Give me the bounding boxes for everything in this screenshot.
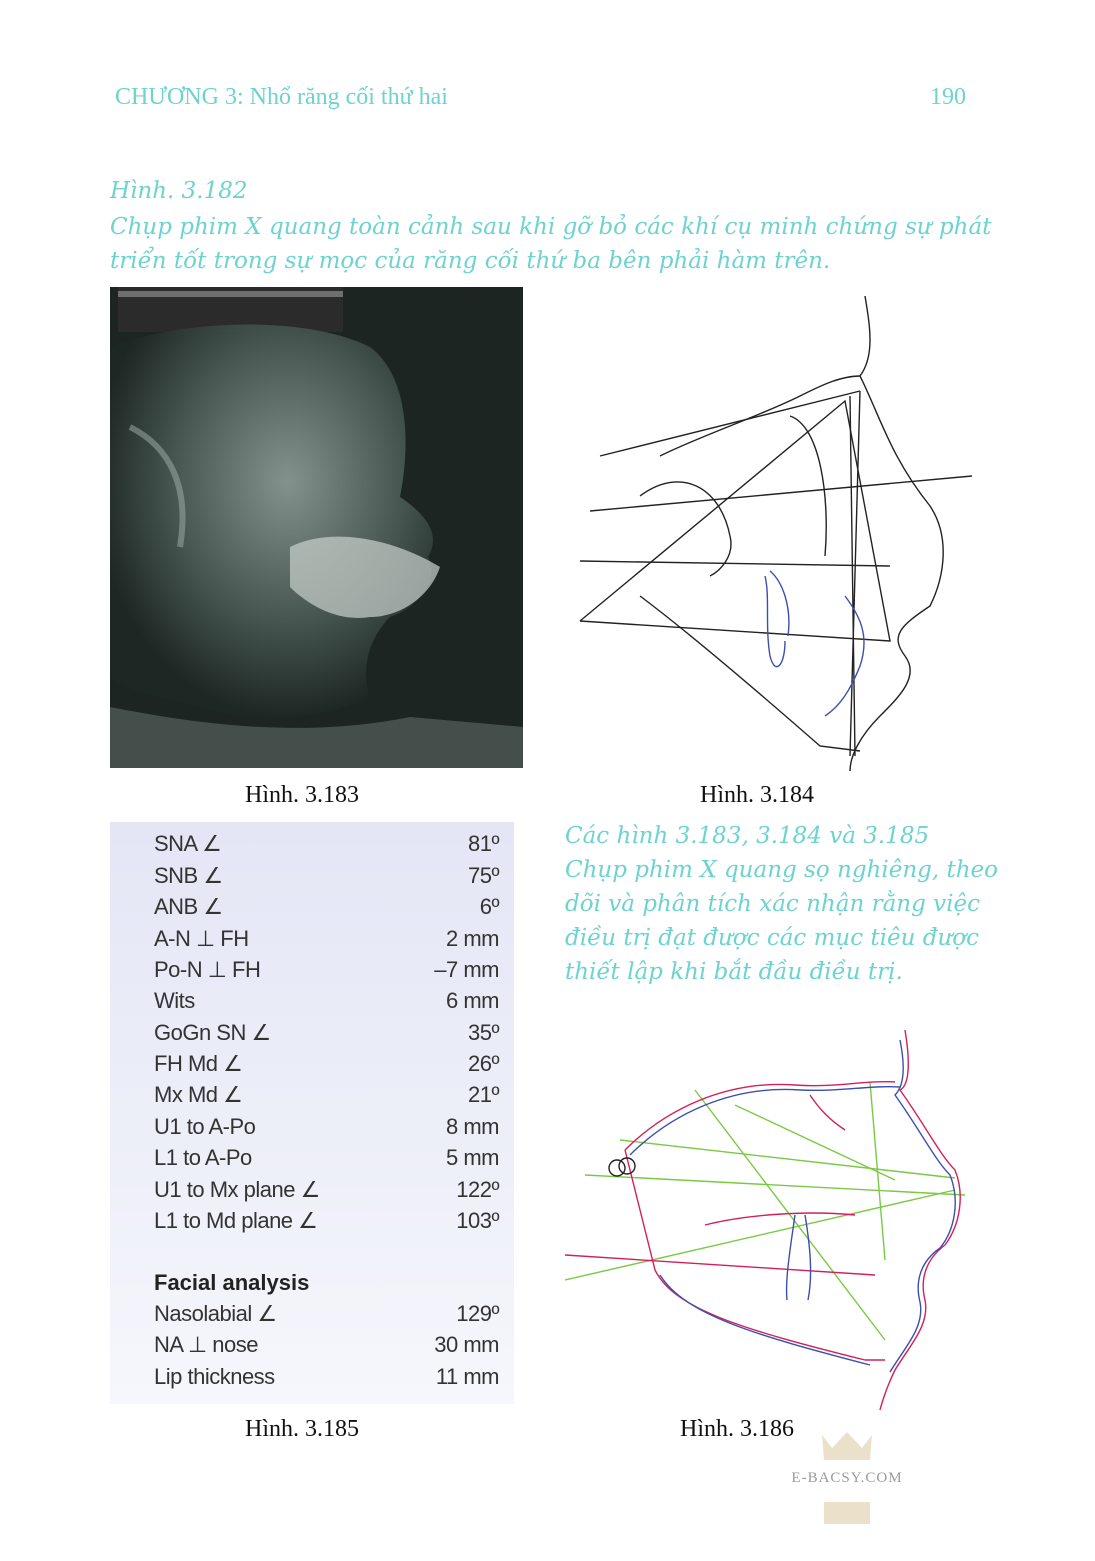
watermark-text: E-BACSY.COM bbox=[791, 1470, 903, 1486]
table-row bbox=[154, 1208, 499, 1234]
row-label: ANB ∠ bbox=[154, 894, 223, 919]
row-label: Wits bbox=[154, 988, 195, 1013]
row-label: L1 to A-Po bbox=[154, 1145, 252, 1170]
row-value: 11 mm bbox=[435, 1364, 499, 1389]
table-row bbox=[154, 1332, 499, 1358]
row-value: 2 mm bbox=[446, 926, 499, 951]
row-label: L1 to Md plane ∠ bbox=[154, 1208, 318, 1233]
figure-183-label: Hình. 3.183 bbox=[245, 782, 359, 808]
table-row bbox=[154, 1114, 499, 1140]
row-label: Nasolabial ∠ bbox=[154, 1301, 277, 1326]
row-value: 6º bbox=[479, 894, 499, 919]
row-label: NA ⊥ nose bbox=[154, 1332, 258, 1357]
row-value: 8 mm bbox=[446, 1114, 499, 1139]
table-row bbox=[154, 1364, 499, 1390]
row-label: Lip thickness bbox=[154, 1364, 275, 1389]
watermark-logo bbox=[782, 1430, 912, 1530]
row-value: 26º bbox=[467, 1051, 499, 1076]
row-value: 129º bbox=[456, 1301, 499, 1326]
table-row bbox=[154, 926, 499, 952]
row-label: U1 to A-Po bbox=[154, 1114, 256, 1139]
row-value: 21º bbox=[467, 1082, 499, 1107]
table-row bbox=[154, 957, 499, 983]
table-row bbox=[154, 863, 499, 889]
table-row bbox=[154, 1177, 499, 1203]
combined-caption-line3: điều trị đạt được các mục tiêu được bbox=[565, 925, 980, 951]
row-label: A-N ⊥ FH bbox=[154, 926, 249, 951]
page-number: 190 bbox=[930, 84, 966, 110]
table-row bbox=[154, 894, 499, 920]
row-label: FH Md ∠ bbox=[154, 1051, 243, 1076]
row-label: GoGn SN ∠ bbox=[154, 1020, 271, 1045]
superimposed-tracing bbox=[565, 1030, 980, 1410]
cephalometric-xray-image bbox=[110, 287, 523, 768]
row-value: 5 mm bbox=[446, 1145, 499, 1170]
row-value: 81º bbox=[467, 831, 499, 856]
row-value: 122º bbox=[456, 1177, 499, 1202]
row-value: 6 mm bbox=[446, 988, 499, 1013]
row-label: Mx Md ∠ bbox=[154, 1082, 243, 1107]
table-row bbox=[154, 831, 499, 857]
row-value: 35º bbox=[467, 1020, 499, 1045]
figure-182-caption-line2: triển tốt trong sự mọc của răng cối thứ ba bên phải hàm trên. bbox=[110, 248, 831, 274]
cephalometric-measurements-table bbox=[110, 822, 514, 1404]
combined-caption-line4: thiết lập khi bắt đầu điều trị. bbox=[565, 959, 903, 985]
facial-analysis-heading: Facial analysis bbox=[154, 1270, 310, 1295]
table-row bbox=[154, 1145, 499, 1171]
row-value: 103º bbox=[456, 1208, 499, 1233]
combined-caption-line1: Chụp phim X quang sọ nghiêng, theo bbox=[565, 857, 999, 883]
combined-caption-line2: dõi và phân tích xác nhận rằng việc bbox=[565, 891, 980, 917]
row-label: Po-N ⊥ FH bbox=[154, 957, 261, 982]
row-label: SNB ∠ bbox=[154, 863, 223, 888]
figure-184-label: Hình. 3.184 bbox=[700, 782, 814, 808]
figure-182-label: Hình. 3.182 bbox=[110, 178, 248, 204]
table-row bbox=[154, 1301, 499, 1327]
chapter-title: CHƯƠNG 3: Nhổ răng cối thứ hai bbox=[115, 84, 448, 110]
cephalometric-tracing bbox=[560, 296, 980, 771]
table-row bbox=[154, 1082, 499, 1108]
table-row bbox=[154, 1051, 499, 1077]
row-label: U1 to Mx plane ∠ bbox=[154, 1177, 320, 1202]
figure-186-label: Hình. 3.186 bbox=[680, 1416, 794, 1442]
row-value: 75º bbox=[467, 863, 499, 888]
figure-182-caption-line1: Chụp phim X quang toàn cảnh sau khi gỡ bỏ các khí cụ minh chứng sự phát bbox=[110, 214, 992, 240]
figure-185-label: Hình. 3.185 bbox=[245, 1416, 359, 1442]
row-value: 30 mm bbox=[434, 1332, 499, 1357]
table-row bbox=[154, 988, 499, 1014]
combined-caption-title: Các hình 3.183, 3.184 và 3.185 bbox=[565, 823, 930, 849]
table-row bbox=[154, 1020, 499, 1046]
row-label: SNA ∠ bbox=[154, 831, 222, 856]
row-value: –7 mm bbox=[434, 957, 499, 982]
